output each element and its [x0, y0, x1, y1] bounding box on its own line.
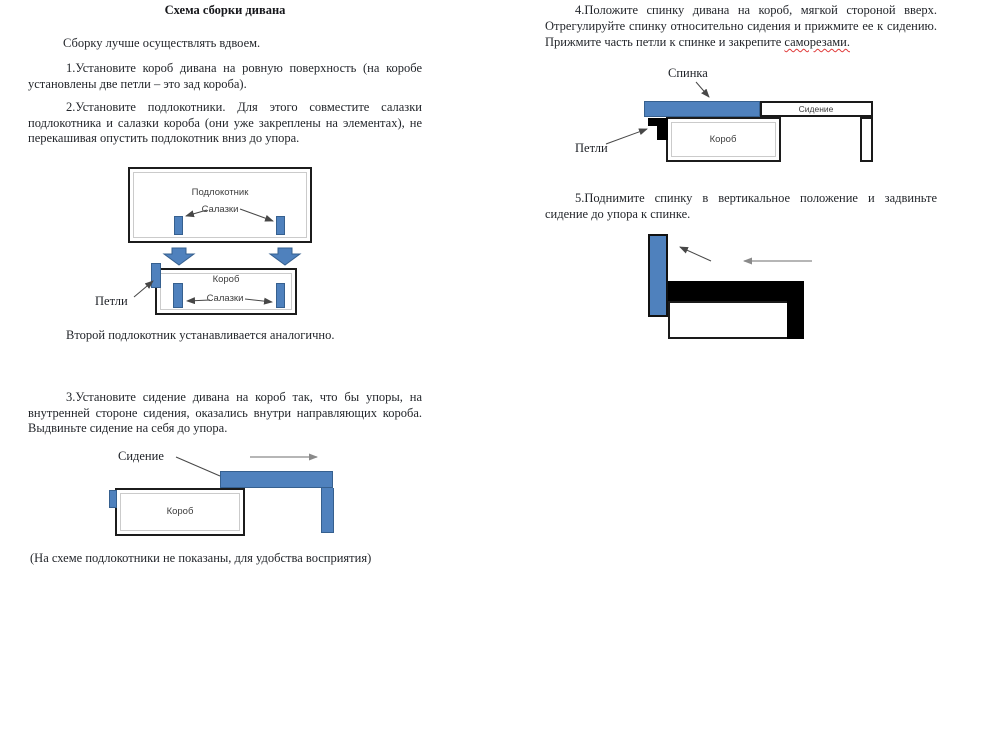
upright-seat-leg: [787, 281, 804, 339]
page-title: Схема сборки дивана: [164, 3, 286, 17]
back-diagram-hinges-label: Петли: [575, 141, 608, 155]
armrest-slides-label: Салазки: [201, 204, 239, 215]
seat-diagram-box-label: Короб: [166, 506, 194, 517]
base-slide-left: [173, 283, 183, 308]
seat-diagram-hinge-tab: [109, 490, 117, 508]
step-1-paragraph: 1.Установите короб дивана на ровную поверхность (на коробе установлены две петли – это зад короба).: [28, 61, 422, 91]
second-armrest-note: Второй подлокотник устанавливается аналогично.: [66, 328, 335, 342]
back-label: Спинка: [668, 66, 708, 80]
armrest-slide-right: [276, 216, 285, 235]
upright-base-box: [668, 301, 789, 339]
back-hinges-arrow-icon: [606, 129, 647, 144]
seat-box-label: Сидение: [798, 104, 834, 114]
armrest-label: Подлокотник: [191, 187, 249, 198]
step-5-paragraph: 5.Поднимите спинку в вертикальное положение и задвиньте сидение до упора к спинке.: [545, 191, 937, 221]
step-4-paragraph: [545, 2, 937, 50]
back-label-arrow-icon: [696, 82, 709, 97]
seat-leg: [321, 488, 334, 533]
upright-seat-bar: [668, 281, 804, 301]
hinge-tab: [151, 263, 161, 288]
hinges-label: Петли: [95, 294, 128, 308]
armrests-not-shown-note: (На схеме подлокотники не показаны, для удобства восприятия): [30, 551, 372, 565]
armrest-slide-left: [174, 216, 183, 235]
step-4-spellcheck-word: саморезами.: [784, 35, 850, 49]
upright-back: [648, 234, 668, 317]
back-bar: [644, 101, 760, 117]
seat-label-line: [176, 457, 220, 476]
step-2-paragraph: 2.Установите подлокотники. Для этого совместите салазки подлокотника и салазки короба (они уже закреплены на элементах), не перекашивая опустить подлокотник вниз до упора.: [28, 100, 422, 145]
seat-bar: [220, 471, 333, 488]
back-diagram-box-label: Короб: [709, 134, 737, 145]
seat-right-leg: [860, 117, 873, 162]
base-box-label: Короб: [212, 274, 240, 285]
raise-back-arrow-icon: [680, 247, 711, 261]
seat-label: Сидение: [118, 449, 164, 463]
step-3-paragraph: 3.Установите сидение дивана на короб так, что бы упоры, на внутренней стороне сидения, оказались внутри направляющих короба. Выдвиньте сидение на себя до упора.: [28, 390, 422, 435]
base-slides-label: Салазки: [206, 293, 244, 304]
intro-paragraph: Сборку лучше осуществлять вдвоем.: [63, 36, 261, 50]
base-slide-right: [276, 283, 285, 308]
down-arrow-right-icon: [270, 248, 300, 265]
hinge-bracket-vertical: [657, 118, 668, 140]
down-arrow-left-icon: [164, 248, 194, 265]
step-4-text: 4.Положите спинку дивана на короб, мягкой стороной вверх. Отрегулируйте спинку относительно сидения и прижмите ее к сидению. Прижмите часть петли к спинке и закрепите: [545, 3, 937, 49]
